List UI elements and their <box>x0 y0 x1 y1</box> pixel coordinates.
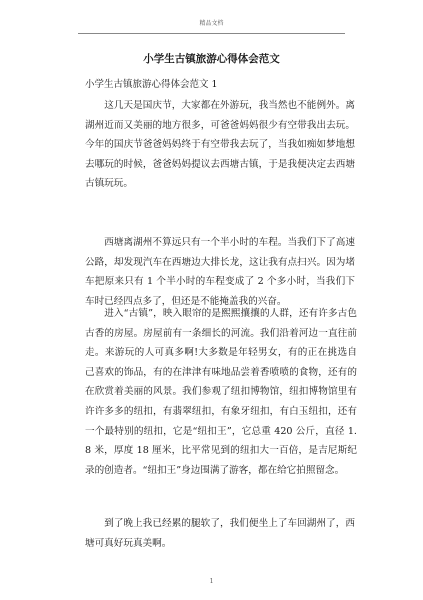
page-number: 1 <box>209 578 214 585</box>
paragraph-1: 这几天是国庆节，大家都在外游玩，我当然也不能例外。离湖州近而又美丽的地方很多，可爸爸妈妈很少有空带我出去玩。今年的国庆节爸爸妈妈终于有空带我去玩了，当我如痴如梦地想去哪玩的时候，爸爸妈妈提议去西塘古镇，于是我便决定去西塘古镇玩玩。 <box>85 100 355 190</box>
document-subtitle: 小学生古镇旅游心得体会范文 1 <box>85 79 218 90</box>
paragraph-4: 到了晚上我已经累的腿软了，我们便坐上了车回湖州了，西塘可真好玩真美啊。 <box>85 518 355 549</box>
page-header: 精品文档 <box>199 20 224 27</box>
header-divider <box>78 33 345 34</box>
document-title: 小学生古镇旅游心得体会范文 <box>143 53 280 65</box>
paragraph-2: 西塘离湖州不算远只有一个半小时的车程。当我们下了高速公路，却发现汽车在西塘边大排长龙，这让我有点扫兴。因为堵车把原来只有 1 个半小时的车程变成了 2 个多小时，当我们下车时已经四点多了，但还是不能掩盖我的兴奋。 <box>85 237 355 307</box>
paragraph-3: 进入“古镇”，映入眼帘的是熙熙攘攘的人群，还有许多古色古香的房屋。房屋前有一条细长的河流。我们沿着河边一直往前走。来游玩的人可真多啊!大多数是年轻男女，有的正在挑选自己喜欢的饰品，有的在津津有味地品尝着香喷喷的食物，还有的在欣赏着美丽的风景。我们参观了纽扣博物馆，纽扣博物馆里有许许多多的纽扣，有翡翠纽扣，有象牙纽扣，有白玉纽扣，还有一个最特别的纽扣，它是“纽扣王”，它总重 420 公斤，直径 1.8 米，厚度 18 厘米，比平常见到的纽扣大一百倍，是吉尼斯纪录的创造者。“纽扣王”身边围满了游客，都在给它拍照留念。 <box>85 308 357 476</box>
